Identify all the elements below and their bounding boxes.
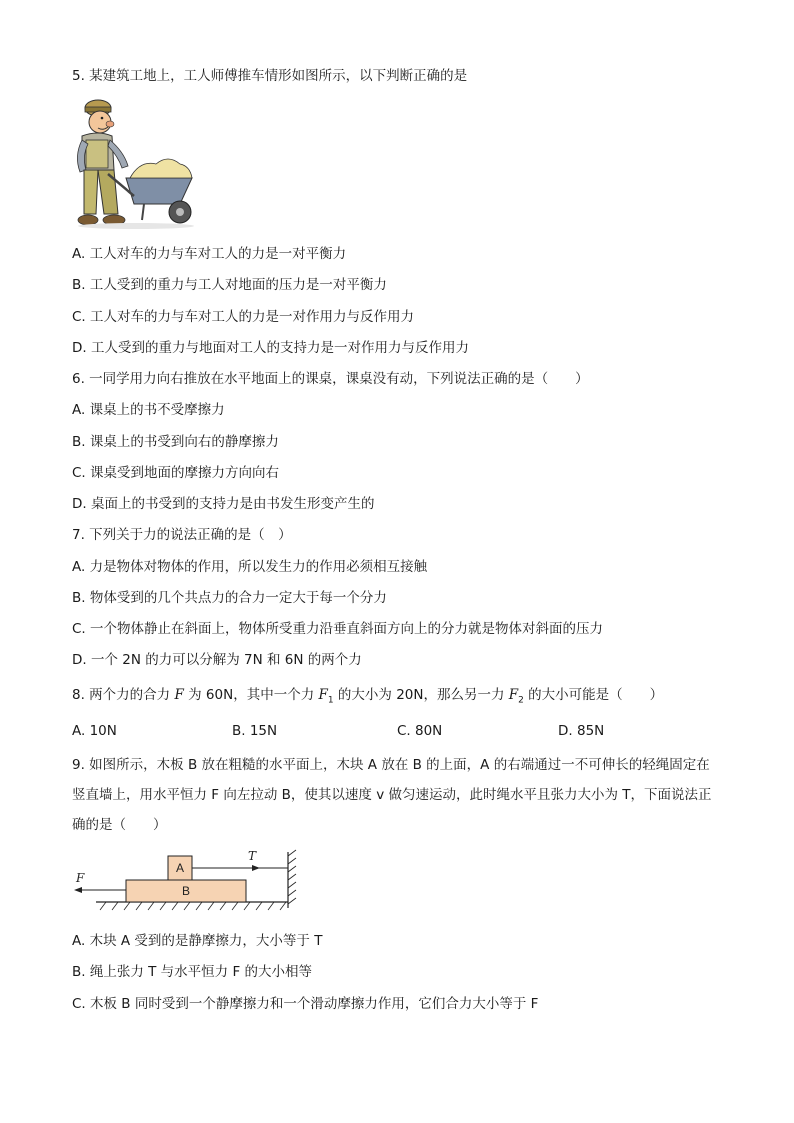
q7-stem: 7. 下列关于力的说法正确的是（ ） [72,527,292,543]
q7-option-c: C. 一个物体静止在斜面上，物体所受重力沿垂直斜面方向上的分力就是物体对斜面的压力 [72,621,604,637]
block-b-label: B [181,884,191,898]
q8-options [72,722,722,740]
q5-option-a: A. 工人对车的力与车对工人的力是一对平衡力 [72,246,347,262]
q9-block-diagram [72,848,304,916]
q6-option-d: D. 桌面上的书受到的支持力是由书发生形变产生的 [72,496,375,512]
q6-option-a: A. 课桌上的书不受摩擦力 [72,402,225,418]
q5-option-c: C. 工人对车的力与车对工人的力是一对作用力与反作用力 [72,309,415,325]
q7-option-b: B. 物体受到的几个共点力的合力一定大于每一个分力 [72,590,387,606]
q7-option-a: A. 力是物体对物体的作用，所以发生力的作用必须相互接触 [72,559,428,575]
force-f-label: F [76,871,85,885]
q8-option-a: A. 10N [72,723,117,739]
q5-stem: 5. 某建筑工地上，工人师傅推车情形如图所示，以下判断正确的是 [72,68,468,84]
q8-option-d: D. 85N [558,723,605,739]
q6-stem: 6. 一同学用力向右推放在水平地面上的课桌，课桌没有动，下列说法正确的是（ ） [72,371,589,387]
q5-option-b: B. 工人受到的重力与工人对地面的压力是一对平衡力 [72,277,387,293]
q9-option-b: B. 绳上张力 T 与水平恒力 F 的大小相等 [72,964,313,980]
block-a-label: A [175,861,185,875]
q8-option-c: C. 80N [397,723,443,739]
worker-wheelbarrow-illustration [68,96,200,232]
q7-option-d: D. 一个 2N 的力可以分解为 7N 和 6N 的两个力 [72,652,362,668]
tension-label: T [248,849,257,863]
q8-stem: 8. 两个力的合力 F 为 60N，其中一个力 $F_1$ 的大小为 20N，那么另一力 $F_2$ 的大小可能是（ ） [72,687,664,706]
q9-stem: 9. 如图所示，木板 B 放在粗糙的水平面上，木块 A 放在 B 的上面，A 的右端通过一不可伸长的轻绳固定在竖直墙上，用水平恒力 F 向左拉动 B，使其以速度 v 做匀速运动，此时绳水平且张力大小为 T，下面说法正确的是（ ） [72,757,712,833]
q9-option-a: A. 木块 A 受到的是静摩擦力，大小等于 T [72,933,323,949]
q6-option-b: B. 课桌上的书受到向右的静摩擦力 [72,434,279,450]
q6-option-c: C. 课桌受到地面的摩擦力方向向右 [72,465,280,481]
q5-option-d: D. 工人受到的重力与地面对工人的支持力是一对作用力与反作用力 [72,340,469,356]
q8-option-b: B. 15N [232,723,278,739]
q9-option-c: C. 木板 B 同时受到一个静摩擦力和一个滑动摩擦力作用，它们合力大小等于 F [72,996,539,1012]
